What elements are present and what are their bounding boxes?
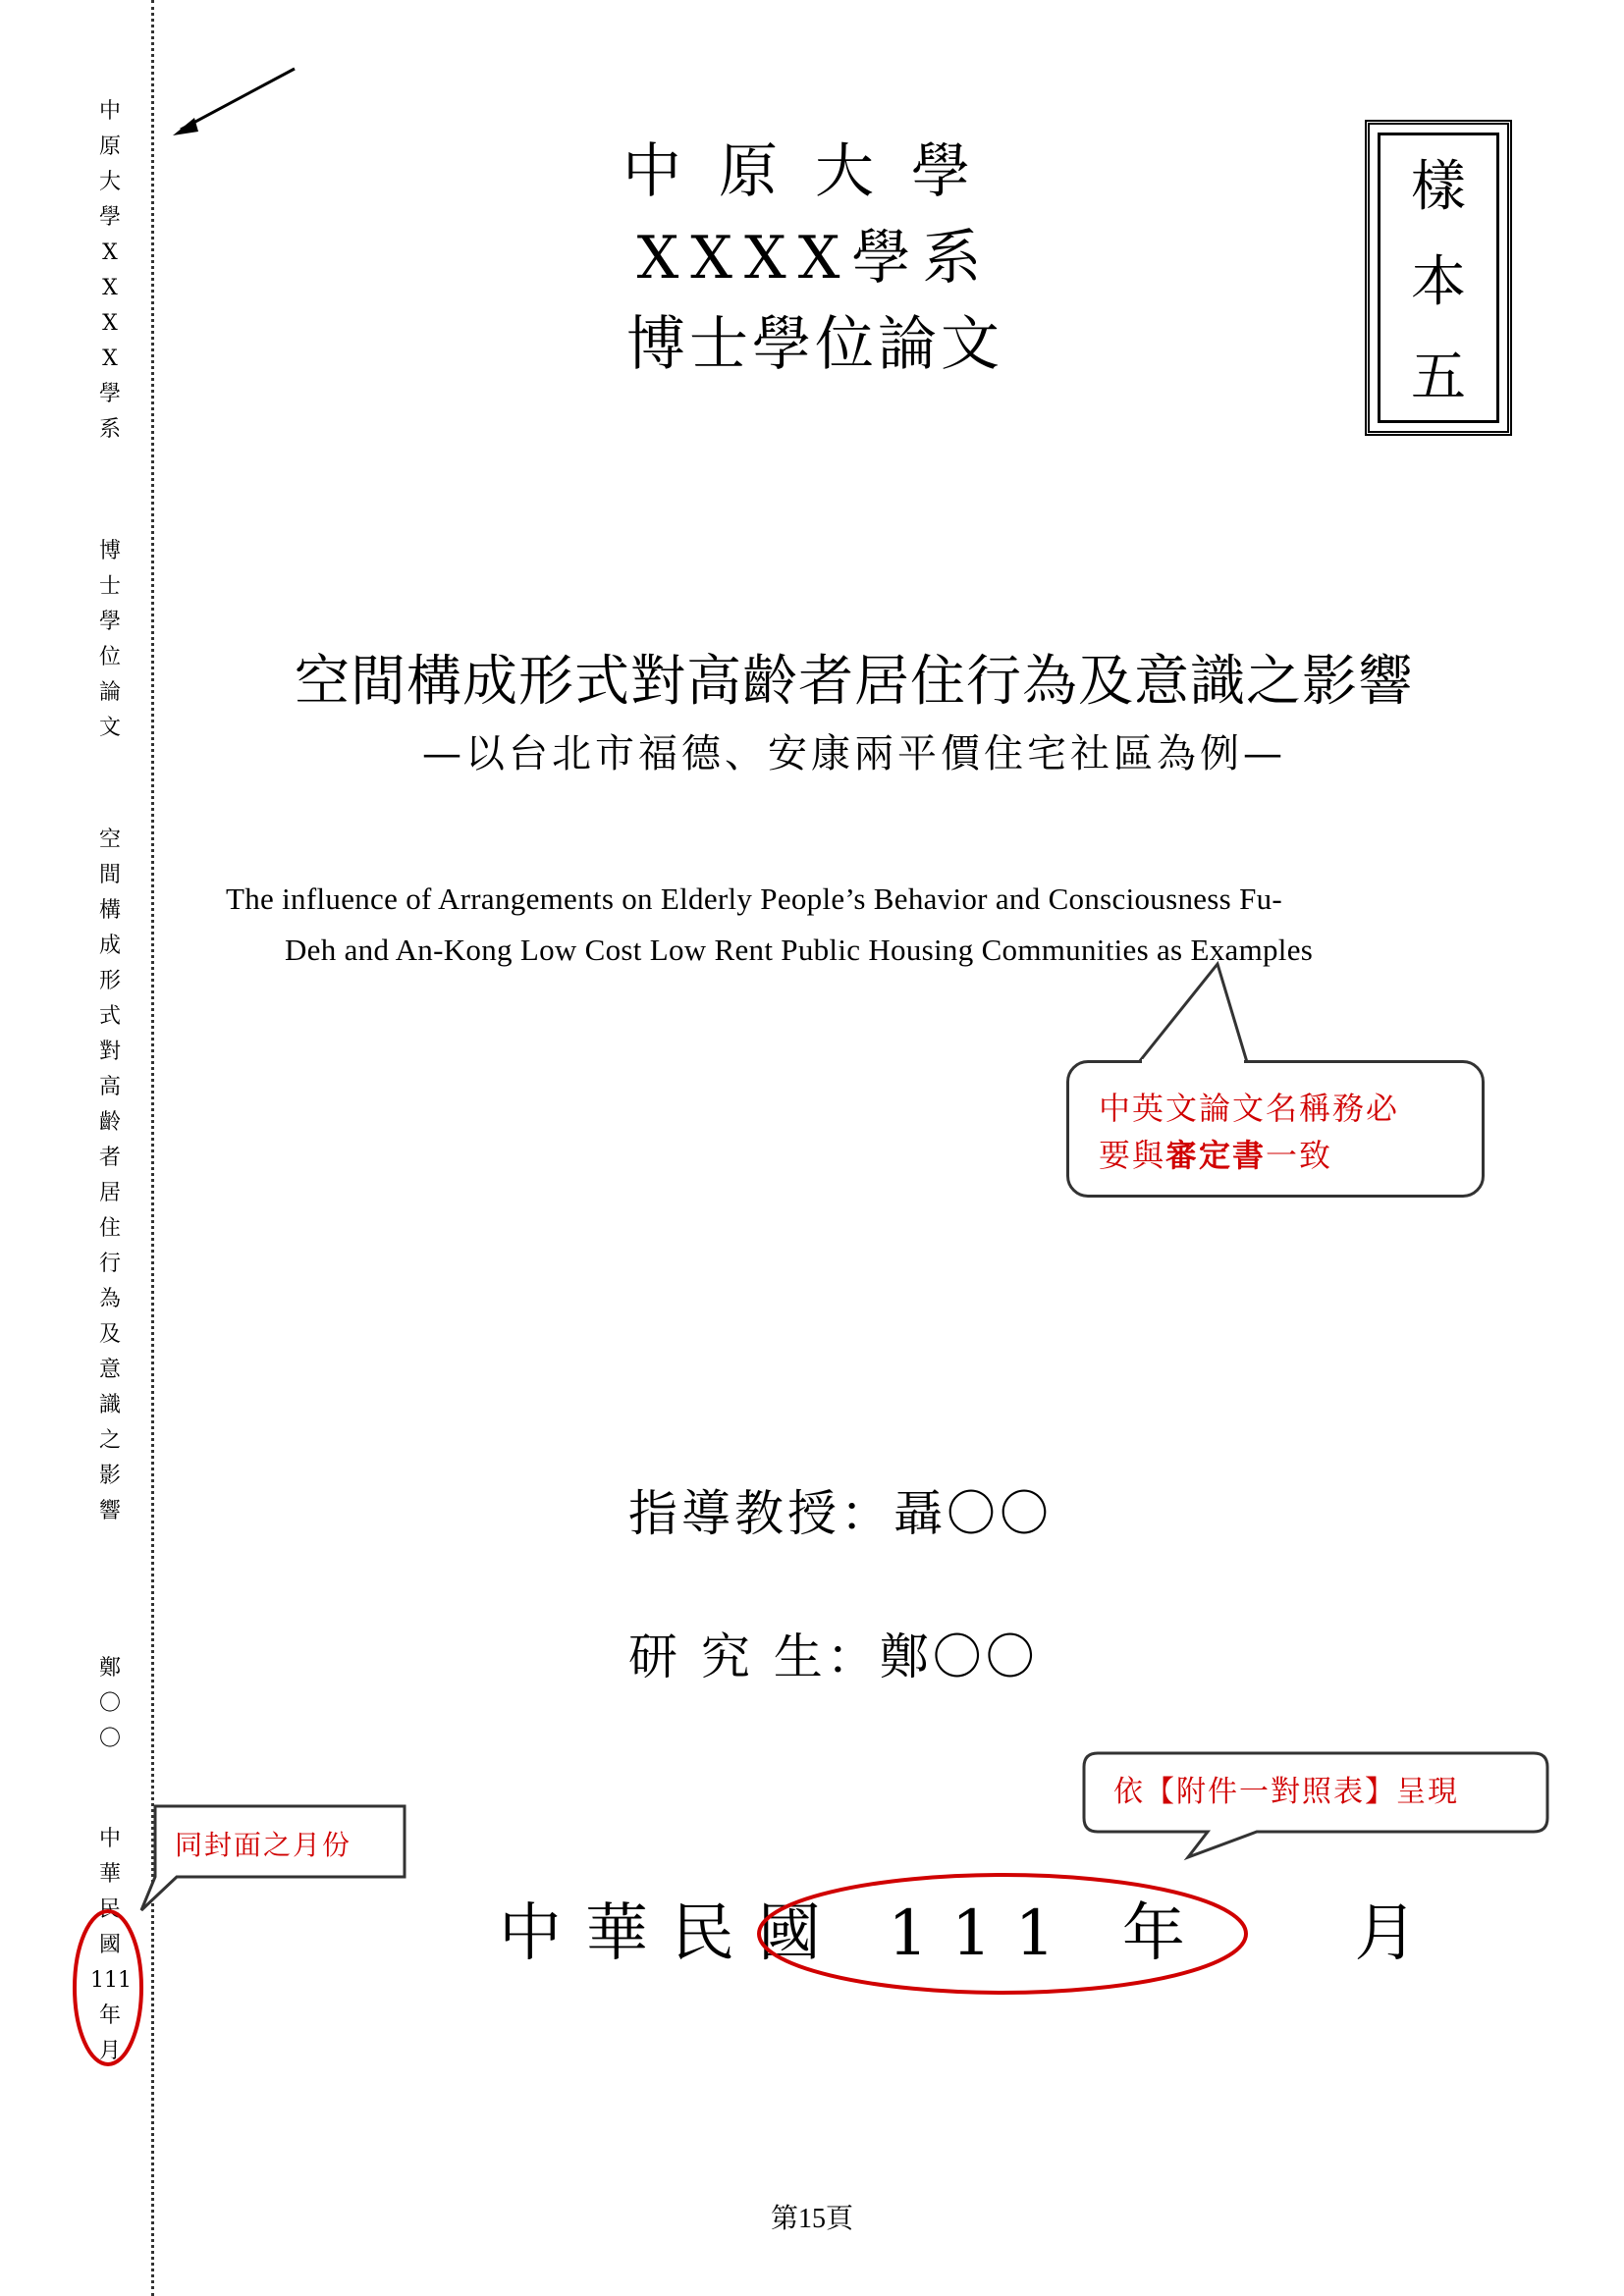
student-name: 鄭〇〇 [879, 1629, 1039, 1685]
chinese-thesis-subtitle: —以台北市福德、安康兩平價住宅社區為例— [422, 731, 1286, 776]
same-month-note: 同封面之月份 [175, 1829, 352, 1861]
spine-date-highlight-ellipse [69, 1904, 147, 2071]
date-highlight-ellipse [752, 1865, 1253, 2002]
spine-author: 鄭 〇 〇 [98, 1656, 121, 1751]
title-consistency-callout: 中英文論文名稱務必 要與審定書一致 [1066, 1060, 1485, 1198]
date-format-note: 依【附件一對照表】呈現 [1113, 1775, 1459, 1809]
page-number: 第15頁 [770, 2204, 853, 2234]
department-name: XXXX學系 [636, 224, 994, 293]
spine-title: 空 間 構 成 形 式 對 高 齡 者 居 住 行 為 及 意 識 之 影 響 [98, 828, 121, 1523]
advisor-line: 指導教授：聶〇〇 [628, 1485, 1053, 1542]
chinese-thesis-title: 空間構成形式對高齡者居住行為及意識之影響 [295, 650, 1414, 714]
student-line: 研 究 生：鄭〇〇 [628, 1629, 1039, 1685]
advisor-name: 聶〇〇 [893, 1485, 1053, 1542]
english-title-line-1: The influence of Arrangements on Elderly People’s Behavior and Consciousness Fu- [226, 881, 1283, 916]
callout-join-mask [1142, 1059, 1244, 1064]
spine-degree: 博 士 學 位 論 文 [98, 539, 121, 740]
university-name: 中原大學 [623, 137, 1007, 206]
binding-dotted-line [151, 0, 154, 2296]
english-title-line-2: Deh and An-Kong Low Cost Low Rent Public Housing Communities as Examples [285, 933, 1314, 967]
degree-title: 博士學位論文 [626, 310, 1003, 379]
spine-university: 中 原 大 學 X X X X 學 系 [98, 99, 121, 442]
pointer-arrow-icon [167, 59, 304, 147]
spine-date: 中 華 民 國 111 年 月 [90, 1827, 132, 2063]
sample-stamp: 樣 本 五 [1365, 120, 1512, 436]
thesis-date: 中華民國 111 年 月 [499, 1897, 1441, 1970]
